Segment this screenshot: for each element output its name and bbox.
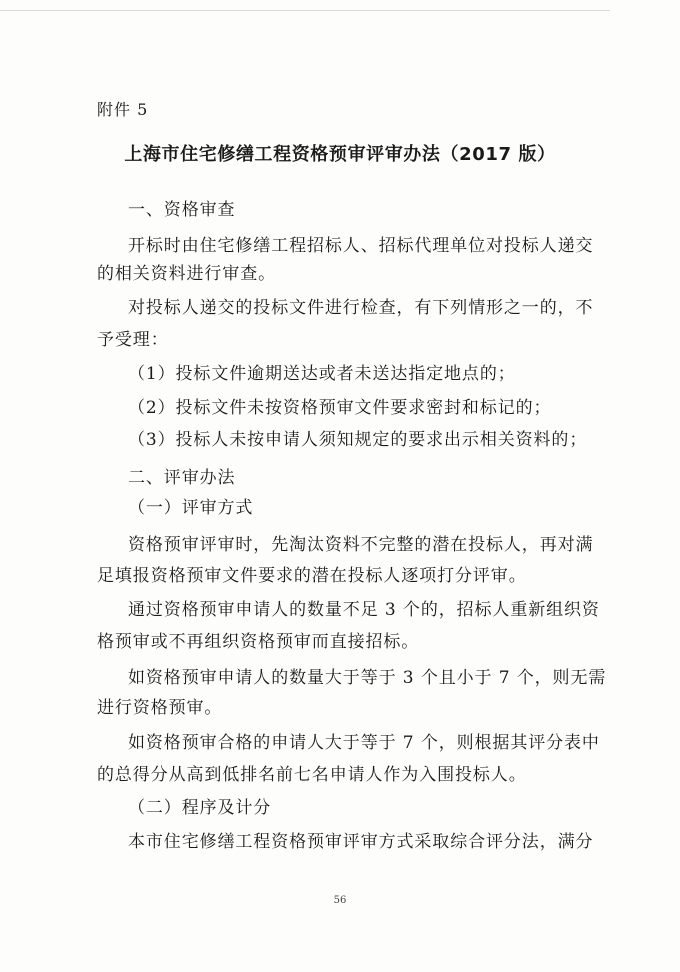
paragraph-line: 本市住宅修缮工程资格预审评审方式采取综合评分法，满分 bbox=[128, 832, 594, 852]
paragraph-line: 开标时由住宅修缮工程招标人、招标代理单位对投标人递交 bbox=[128, 236, 594, 256]
paragraph-line: 如资格预审申请人的数量大于等于 3 个且小于 7 个，则无需 bbox=[128, 668, 607, 688]
subsection-heading: （二）程序及计分 bbox=[128, 798, 272, 818]
paragraph-line: 的总得分从高到低排名前七名申请人作为入围投标人。 bbox=[97, 765, 527, 785]
paragraph-line: 如资格预审合格的申请人大于等于 7 个，则根据其评分表中 bbox=[128, 733, 600, 753]
page-number: 56 bbox=[333, 895, 347, 906]
paragraph-line: 足填报资格预审文件要求的潜在投标人逐项打分评审。 bbox=[97, 566, 527, 586]
paragraph-line: 的相关资料进行审查。 bbox=[97, 264, 276, 284]
list-item: （1）投标文件逾期送达或者未送达指定地点的； bbox=[128, 364, 516, 384]
paragraph-line: 通过资格预审申请人的数量不足 3 个的，招标人重新组织资 bbox=[128, 600, 600, 620]
section-heading-1: 一、资格审查 bbox=[128, 200, 236, 220]
attachment-label: 附件 5 bbox=[97, 100, 149, 119]
paragraph-line: 对投标人递交的投标文件进行检查，有下列情形之一的，不 bbox=[128, 298, 594, 318]
paragraph-line: 予受理： bbox=[97, 330, 169, 350]
document-title: 上海市住宅修缮工程资格预审评审办法（2017 版） bbox=[124, 144, 556, 165]
paragraph-line: 资格预审评审时，先淘汰资料不完整的潜在投标人，再对满 bbox=[128, 535, 594, 555]
top-rule bbox=[0, 10, 610, 11]
paragraph-line: 进行资格预审。 bbox=[97, 698, 223, 718]
section-heading-2: 二、评审办法 bbox=[128, 468, 236, 488]
subsection-heading: （一）评审方式 bbox=[128, 498, 254, 518]
list-item: （3）投标人未按申请人须知规定的要求出示相关资料的； bbox=[128, 430, 588, 450]
list-item: （2）投标文件未按资格预审文件要求密封和标记的； bbox=[128, 398, 552, 418]
paragraph-line: 格预审或不再组织资格预审而直接招标。 bbox=[97, 632, 420, 652]
